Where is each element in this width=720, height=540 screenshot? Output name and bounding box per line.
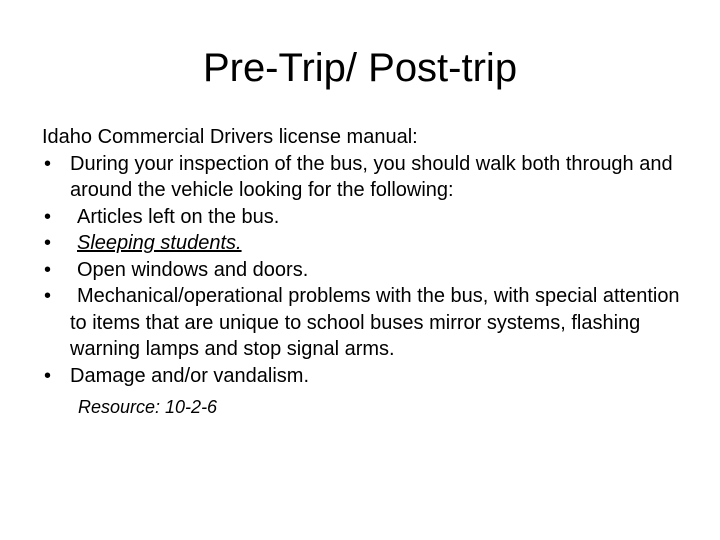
bullet-marker: • <box>44 152 52 175</box>
bullet-item-mechanical <box>42 283 692 363</box>
bullet-list <box>42 151 692 390</box>
bullet-item-inspection <box>42 151 692 204</box>
bullet-text: Articles left on the bus. <box>77 205 280 228</box>
bullet-text: Mechanical/operational problems with the bus, with special attention to items that are unique to school buses mirror systems, flashing warning lamps and stop signal arms. <box>70 285 680 360</box>
slide-title: Pre-Trip/ Post-trip <box>202 46 518 90</box>
intro-text: Idaho Commercial Drivers license manual: <box>42 126 418 148</box>
bullet-marker: • <box>44 205 52 228</box>
bullet-marker: • <box>44 285 52 307</box>
bullet-text: During your inspection of the bus, you should walk both through and around the vehicle looking for the following: <box>70 152 673 201</box>
resource-citation: Resource: 10-2-6 <box>78 397 218 417</box>
bullet-item-articles <box>42 204 692 231</box>
bullet-text: Open windows and doors. <box>77 258 309 281</box>
bullet-text: Damage and/or vandalism. <box>70 364 310 387</box>
slide-body <box>42 124 692 419</box>
bullet-text-emphasized: Sleeping students. <box>77 232 242 254</box>
bullet-marker: • <box>44 364 52 387</box>
bullet-item-windows-doors <box>42 257 692 284</box>
bullet-marker: • <box>44 232 52 254</box>
bullet-marker: • <box>44 258 52 281</box>
bullet-item-damage <box>42 363 692 390</box>
bullet-item-sleeping-students <box>42 230 692 257</box>
